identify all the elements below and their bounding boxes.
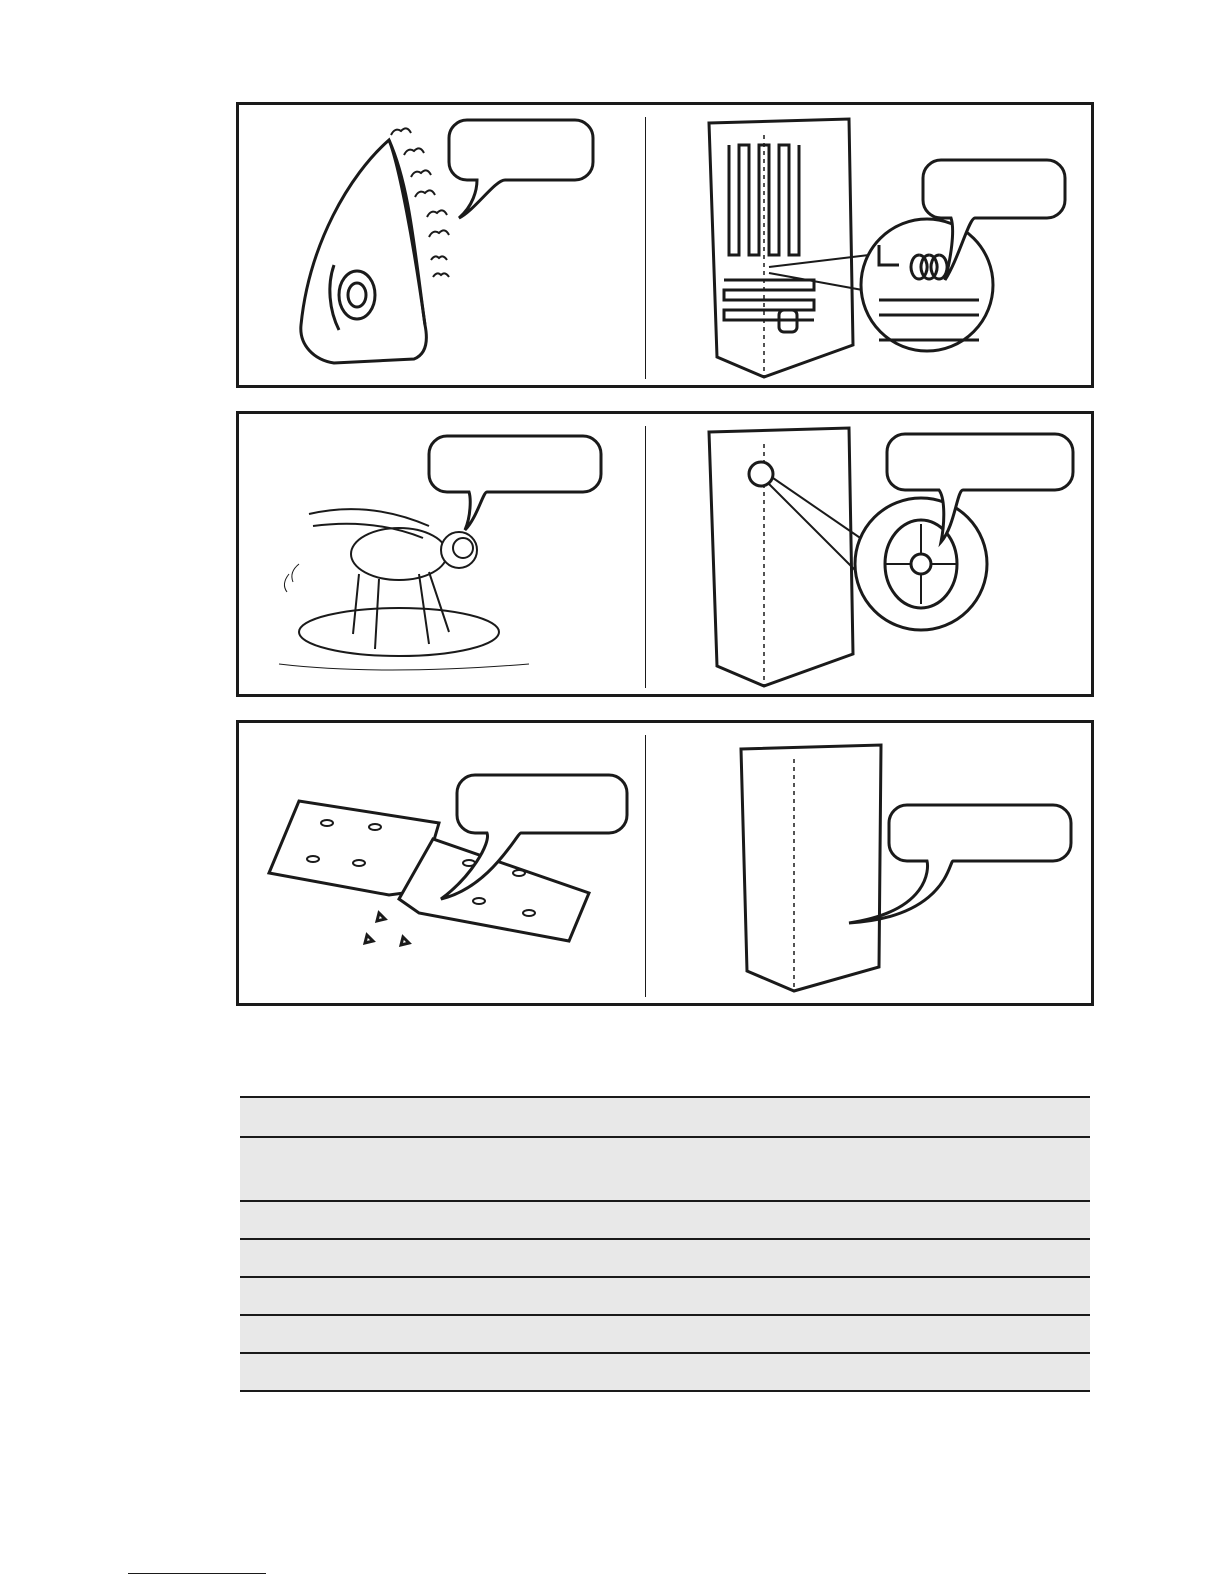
- table-cell: [240, 1354, 1090, 1370]
- table-row: [240, 1314, 1090, 1352]
- table-row: [240, 1352, 1090, 1392]
- illustration-panel-1: [236, 102, 1094, 388]
- magnified-coil-icon: [861, 219, 993, 351]
- fly-icon: [279, 509, 529, 670]
- table-cell: [240, 1240, 1090, 1256]
- panel-2-art: [239, 414, 1091, 694]
- speech-bubble: [449, 120, 593, 218]
- table-cell: [240, 1278, 1090, 1294]
- fan-icon: [855, 498, 987, 630]
- fridge-cabinet-icon: [741, 745, 881, 991]
- illustration-panel-3: [236, 720, 1094, 1006]
- table-cell: [240, 1202, 1090, 1218]
- footer-link-underline[interactable]: [128, 1573, 266, 1574]
- info-table: [240, 1096, 1090, 1392]
- table-row: [240, 1136, 1090, 1200]
- panel-3-art: [239, 723, 1091, 1003]
- table-row: [240, 1238, 1090, 1276]
- table-cell: [240, 1138, 1090, 1154]
- panel-1-art: [239, 105, 1091, 385]
- table-row: [240, 1276, 1090, 1314]
- table-row: [240, 1096, 1090, 1136]
- fridge-icon: [709, 428, 853, 686]
- table-cell: [240, 1316, 1090, 1332]
- speech-bubble: [849, 805, 1071, 923]
- illustration-panel-2: [236, 411, 1094, 697]
- speech-bubble: [429, 436, 601, 530]
- table-cell: [240, 1098, 1090, 1114]
- fridge-back-icon: [709, 119, 853, 377]
- iron-icon: [301, 140, 427, 363]
- table-row: [240, 1200, 1090, 1238]
